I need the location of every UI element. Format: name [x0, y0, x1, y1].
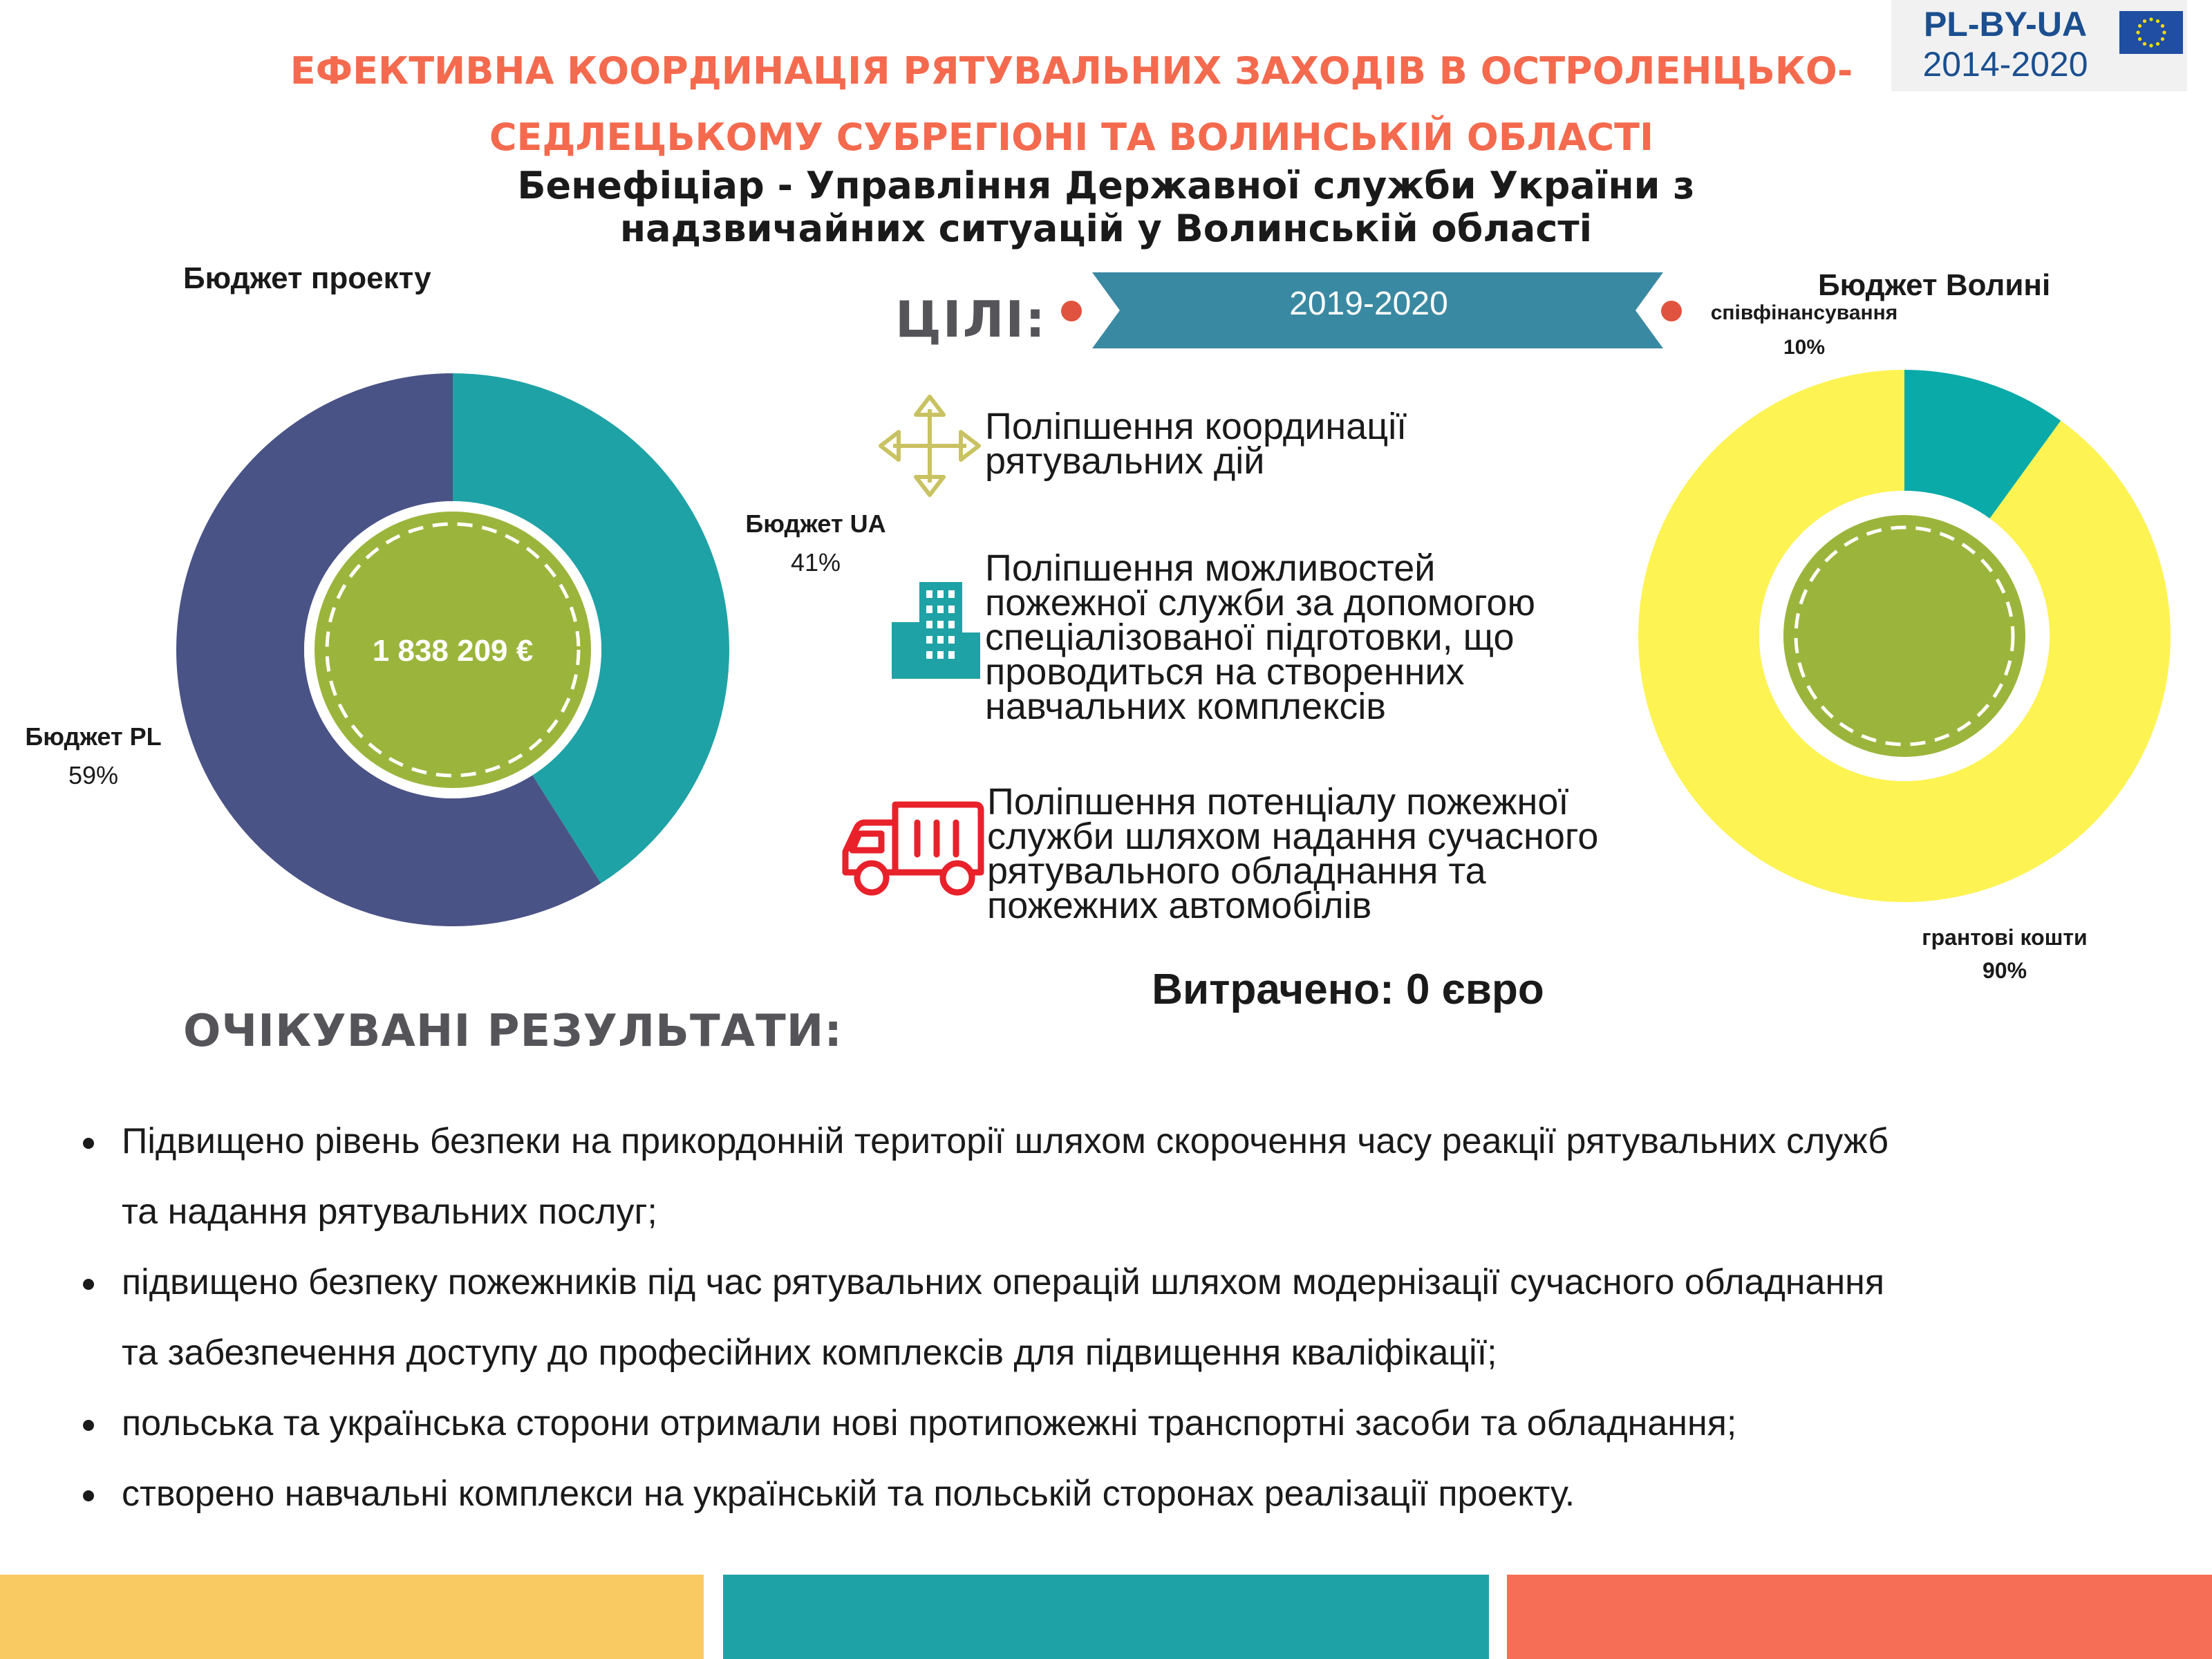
result-1-line-1: Підвищено рівень безпеки на прикордонній території шляхом скорочення часу реакції рятувальних служб — [122, 1121, 1889, 1161]
pl-slice-label — [0, 718, 187, 795]
period-label: 2019-2020 — [1289, 285, 1448, 322]
list-item — [83, 1459, 2143, 1529]
project-budget-donut — [0, 346, 830, 968]
goal-2-line-3: спеціалізованої підготовки, що — [985, 617, 1515, 658]
eu-star — [2143, 42, 2146, 46]
eu-star — [2156, 19, 2159, 23]
list-item — [83, 1106, 2143, 1247]
project-budget-title: Бюджет проекту — [183, 261, 431, 295]
eu-star — [2138, 37, 2141, 41]
footer-bar-teal — [723, 1575, 1489, 1659]
ua-slice-label — [719, 505, 912, 582]
beneficiary-line-2: надзвичайних ситуацій у Волинській області — [619, 207, 1593, 250]
result-1-line-2: та надання рятувальних послуг; — [122, 1192, 657, 1232]
result-4-line-1: створено навчальні комплекси на українській та польській сторонах реалізації проекту. — [122, 1474, 1575, 1514]
result-2-line-1: підвищено безпеку пожежників під час рятувальних операцій шляхом модернізації сучасного обладнання — [122, 1262, 1885, 1302]
spent-amount: Витрачено: 0 євро — [1152, 966, 1544, 1013]
page-title — [207, 38, 1936, 171]
grant-slice-label — [1894, 921, 2115, 987]
beneficiary — [415, 165, 1797, 250]
result-3-line-1: польська та українська сторони отримали нові протипожежні транспортні засоби та обладнання; — [122, 1403, 1737, 1443]
footer-bar-orange — [1507, 1575, 2212, 1659]
eu-star — [2138, 24, 2141, 28]
move-arrows-icon — [878, 394, 982, 498]
goal-3-line-4: пожежних автомобілів — [987, 885, 1372, 926]
grant-slice-name: грантові кошти — [1922, 925, 2088, 950]
total-budget-value: 1 838 209 € — [372, 634, 534, 668]
goal-2-text — [985, 547, 1535, 727]
list-item — [83, 1388, 2143, 1459]
goal-1-line-2: рятувальних дій — [985, 440, 1265, 482]
program-logo — [1891, 0, 2187, 91]
results-heading: ОЧІКУВАНІ РЕЗУЛЬТАТИ: — [183, 1006, 843, 1057]
eu-star — [2162, 30, 2166, 34]
logo-name: PL-BY-UA — [1923, 5, 2088, 44]
eu-flag-icon — [2119, 11, 2183, 54]
goal-3-line-1: Поліпшення потенціалу пожежної — [987, 781, 1569, 823]
fire-truck-icon — [840, 795, 985, 899]
title-line-1: ЕФЕКТИВНА КООРДИНАЦІЯ РЯТУВАЛЬНИХ ЗАХОДІВ В ОСТРОЛЕНЦЬКО- — [290, 49, 1853, 93]
eu-star — [2149, 44, 2153, 47]
goal-3-line-3: рятувального обладнання та — [987, 850, 1486, 892]
goal-2-line-4: проводиться на створенних — [985, 651, 1465, 693]
eu-star — [2161, 37, 2164, 41]
result-2-line-2: та забезпечення доступу до професійних комплексів для підвищення кваліфікації; — [122, 1333, 1497, 1373]
cofin-slice-percent: 10% — [1783, 336, 1826, 359]
ribbon-right-dot — [1651, 290, 1692, 332]
list-item — [83, 1247, 2143, 1388]
logo-years: 2014-2020 — [1922, 45, 2088, 84]
eu-star — [2136, 30, 2139, 34]
goals-heading: ЦІЛІ: — [895, 290, 1047, 348]
goal-2-line-2: пожежної служби за допомогою — [985, 582, 1535, 624]
cofin-slice-label — [1687, 296, 1922, 365]
goal-2-line-1: Поліпшення можливостей — [985, 547, 1436, 589]
grant-slice-percent: 90% — [1982, 958, 2027, 983]
eu-star — [2161, 24, 2164, 28]
volyn-budget-title: Бюджет Волині — [1818, 268, 2051, 302]
eu-star — [2149, 17, 2153, 21]
cofin-slice-name: співфінансування — [1710, 301, 1898, 324]
goal-2-line-5: навчальних комплексів — [985, 686, 1386, 727]
volyn-budget-donut — [1590, 346, 2212, 933]
pl-slice-name: Бюджет PL — [25, 722, 162, 751]
center-disc — [1783, 515, 2025, 757]
ua-slice-name: Бюджет UA — [745, 509, 886, 538]
footer-bar-yellow — [0, 1575, 704, 1659]
eu-star — [2143, 19, 2146, 23]
goal-3-line-2: служби шляхом надання сучасного — [987, 816, 1599, 857]
ua-slice-percent: 41% — [790, 548, 841, 577]
goal-3-text — [987, 781, 1599, 926]
pl-slice-percent: 59% — [68, 761, 119, 789]
title-line-2: СЕДЛЕЦЬКОМУ СУБРЕГІОНІ ТА ВОЛИНСЬКІЙ ОБЛАСТІ — [489, 115, 1654, 159]
eu-star — [2156, 42, 2159, 46]
building-icon — [892, 581, 982, 684]
goal-1-text — [985, 406, 1407, 482]
beneficiary-line-1: Бенефіціар - Управління Державної служби України з — [517, 164, 1695, 207]
goal-1-line-1: Поліпшення координації — [985, 406, 1407, 447]
results-list — [83, 1106, 2143, 1529]
